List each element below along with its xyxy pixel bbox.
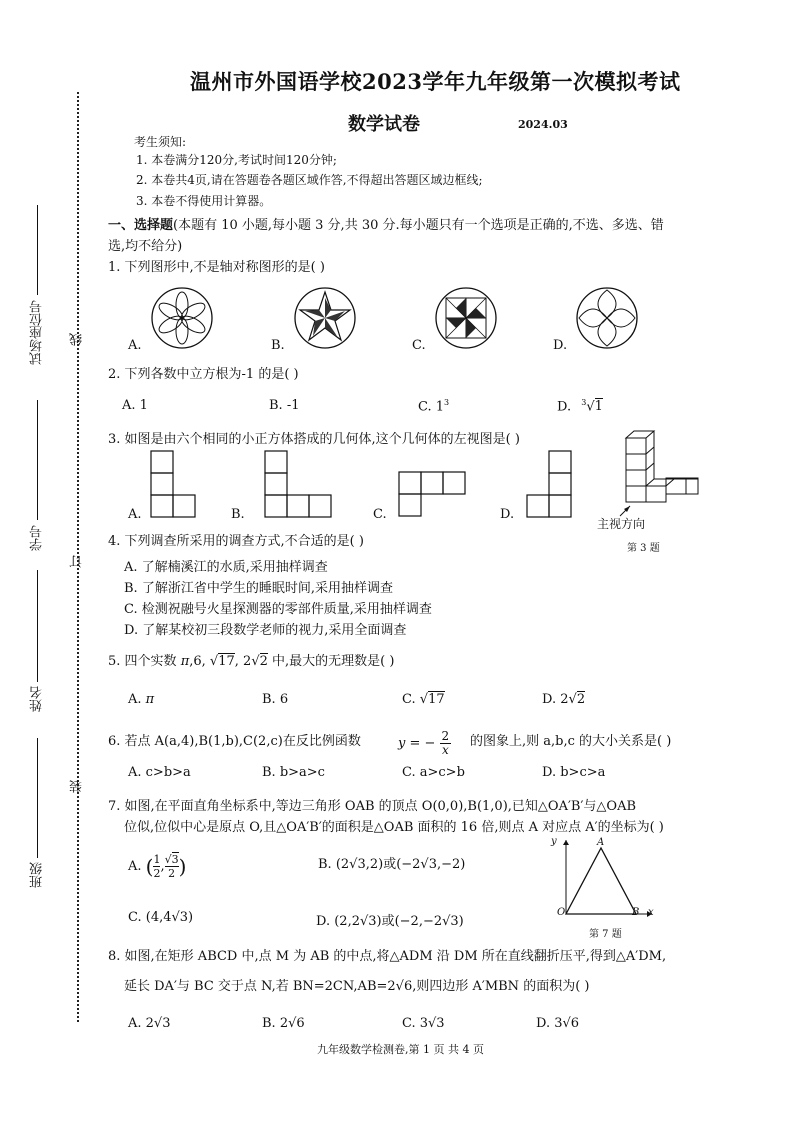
- binding-blank-name: [37, 570, 38, 682]
- q5-option-c: [402, 692, 445, 707]
- q7-line-2: 位似,位似中心是原点 O,且△OA′B′的面积是△OAB 面积的 16 倍,则点 A 对应点 A′的坐标为( ): [124, 820, 664, 835]
- q7-fig-y-label: y: [551, 836, 557, 847]
- q1-figure-d-petals: [575, 286, 639, 350]
- q2-option-d-radical: √: [586, 399, 595, 415]
- notice-item-3: 3. 本卷不得使用计算器。: [136, 194, 272, 208]
- q7-option-a: [128, 853, 186, 880]
- q5-option-c-label: C.: [402, 692, 416, 707]
- q6-function: [398, 730, 451, 757]
- section1-heading: 一、选择题: [108, 218, 174, 233]
- q7-fig-a-label: A: [597, 837, 605, 848]
- q2-option-d-index: 3: [581, 398, 587, 407]
- q2-stem: 2. 下列各数中立方根为-1 的是( ): [108, 367, 299, 382]
- binding-word-line: 线: [70, 333, 85, 346]
- q6-option-c: C. a>c>b: [402, 765, 465, 780]
- q3-view-direction: 主视方向: [597, 517, 646, 531]
- q7-option-b: B. (2√3,2)或(−2√3,−2): [318, 857, 466, 872]
- q1-option-a: A.: [128, 338, 142, 353]
- q5-option-d-radical: √: [568, 692, 577, 707]
- q3-figure-c: [398, 471, 468, 521]
- q7-fig-b-label: B: [632, 907, 640, 918]
- q6-stem-b: 的图象上,则 a,b,c 的大小关系是( ): [470, 734, 672, 749]
- q5-option-d-label: D.: [542, 692, 557, 707]
- q2-option-a: A. 1: [122, 398, 148, 413]
- binding-label-class: 班级: [30, 862, 45, 888]
- q6-numerator: 2: [441, 729, 450, 743]
- q6-stem-a: 6. 若点 A(a,4),B(1,b),C(2,c)在反比例函数: [108, 734, 361, 749]
- q5-pi: π: [180, 654, 190, 669]
- q5-sep: ,: [234, 654, 239, 669]
- q8-line-1: 8. 如图,在矩形 ABCD 中,点 M 为 AB 的中点,将△ADM 沿 DM 所在直线翻折压平,得到△A′DM,: [108, 949, 667, 964]
- q7-option-a-lparen: (: [145, 854, 154, 879]
- q4-option-d: D. 了解某校初三段数学老师的视力,采用全面调查: [124, 623, 407, 638]
- binding-blank-seat: [37, 205, 38, 295]
- q4-option-c: C. 检测祝融号火星探测器的零部件质量,采用抽样调查: [124, 602, 432, 617]
- q7-option-a-frac2: [165, 853, 179, 880]
- binding-label-student-no: 学号: [30, 525, 45, 551]
- q2-option-d-label: D.: [557, 399, 572, 415]
- q5-option-d-radicand: 2: [576, 692, 586, 707]
- q7-option-a-frac2-radicand: 3: [171, 853, 179, 866]
- q5-six: ,6,: [189, 654, 206, 669]
- q7-figure-caption: 第 7 题: [589, 929, 622, 940]
- q1-option-d: D.: [553, 338, 568, 353]
- q7-option-a-rparen: ): [178, 854, 187, 879]
- q2-option-d-radicand: 1: [594, 399, 603, 415]
- q5-option-a-label: A.: [128, 692, 142, 707]
- q1-figure-a-flower: [150, 286, 214, 350]
- notice-item-1: 1. 本卷满分120分,考试时间120分钟;: [136, 153, 337, 167]
- binding-label-name: 姓名: [30, 686, 45, 712]
- q6-option-d: D. b>c>a: [542, 765, 606, 780]
- section1-desc-cont: 选,均不给分): [108, 239, 183, 254]
- binding-word-staple: 订: [70, 555, 85, 568]
- q2-option-b: B. -1: [269, 398, 300, 413]
- q1-figure-b-star: [293, 286, 357, 350]
- q3-figure-d: [526, 450, 574, 522]
- q8-option-a: A. 2√3: [128, 1016, 171, 1031]
- q5-coef: 2: [243, 654, 252, 669]
- q7-option-d: D. (2,2√3)或(−2,−2√3): [316, 914, 464, 929]
- q7-figure: [556, 836, 656, 928]
- q5-radical-2: √: [251, 654, 260, 669]
- binding-blank-student-no: [37, 400, 38, 520]
- q3-stem: 3. 如图是由六个相同的小正方体搭成的几何体,这个几何体的左视图是( ): [108, 432, 520, 447]
- q6-option-b: B. b>a>c: [262, 765, 325, 780]
- q4-option-b: B. 了解浙江省中学生的睡眠时间,采用抽样调查: [124, 581, 393, 596]
- q1-option-b: B.: [271, 338, 285, 353]
- q3-option-d: D.: [500, 507, 515, 522]
- q6-denominator: x: [441, 743, 449, 757]
- q3-figure-b: [264, 450, 334, 522]
- q5-stem: [108, 650, 394, 669]
- q8-option-c: C. 3√3: [402, 1016, 445, 1031]
- q6-option-a: A. c>b>a: [128, 765, 191, 780]
- q5-option-a: [128, 692, 154, 707]
- q7-option-a-label: A.: [128, 859, 142, 874]
- q7-fig-o-label: O: [557, 907, 566, 918]
- q8-line-2: 延长 DA′与 BC 交于点 N,若 BN=2CN,AB=2√6,则四边形 A′MBN 的面积为( ): [124, 979, 590, 994]
- q2-option-d: [557, 398, 603, 414]
- q5-option-b: B. 6: [262, 692, 289, 707]
- q7-option-a-frac2-den: 2: [168, 867, 176, 880]
- q5-option-d: [542, 692, 585, 707]
- q2-option-c-base: C. 1: [418, 399, 445, 415]
- q4-option-a: A. 了解楠溪江的水质,采用抽样调查: [124, 560, 328, 575]
- q5-radical-17: √: [209, 654, 219, 669]
- exam-subtitle: 数学试卷: [348, 114, 420, 135]
- notice-item-2: 2. 本卷共4页,请在答题卷各题区域作答,不得超出答题区域边框线;: [136, 173, 483, 187]
- notice-heading: 考生须知:: [134, 135, 187, 149]
- q3-figure-caption: 第 3 题: [627, 543, 660, 554]
- section1-header: [108, 214, 664, 233]
- q5-stem-b: 中,最大的无理数是( ): [272, 654, 395, 669]
- q4-stem: 4. 下列调查所采用的调查方式,不合适的是( ): [108, 534, 364, 549]
- q6-fraction: [440, 730, 452, 757]
- q8-option-b: B. 2√6: [262, 1016, 305, 1031]
- binding-word-bind: 装: [70, 780, 85, 793]
- binding-blank-class: [37, 738, 38, 858]
- page-footer: 九年级数学检测卷,第 1 页 共 4 页: [317, 1043, 484, 1056]
- q1-option-c: C.: [412, 338, 426, 353]
- q5-radicand-17: 17: [218, 654, 235, 669]
- binding-label-seat: 试场座位号: [30, 300, 45, 365]
- exam-date: 2024.03: [518, 118, 568, 131]
- section1-desc: (本题有 10 小题,每小题 3 分,共 30 分.每小题只有一个选项是正确的,不选、多选、错: [173, 218, 664, 233]
- exam-title: 温州市外国语学校2023学年九年级第一次模拟考试: [190, 69, 681, 94]
- q3-option-b: B.: [231, 507, 245, 522]
- q2-option-c: [418, 398, 449, 414]
- q1-figure-c-pinwheel: [434, 286, 498, 350]
- q8-option-d: D. 3√6: [536, 1016, 580, 1031]
- q7-option-c: C. (4,4√3): [128, 910, 194, 925]
- q5-option-c-radical: √: [419, 692, 429, 707]
- q5-radicand-2: 2: [259, 654, 268, 669]
- q7-fig-x-label: x: [648, 907, 654, 918]
- q5-option-a-value: π: [145, 692, 155, 707]
- q5-stem-a: 5. 四个实数: [108, 654, 177, 669]
- q7-option-a-frac1-num: 1: [153, 853, 161, 866]
- q5-option-c-radicand: 17: [428, 692, 445, 707]
- q3-figure-solid: [616, 428, 706, 508]
- q1-stem: 1. 下列图形中,不是轴对称图形的是( ): [108, 260, 325, 275]
- q3-figure-a: [150, 450, 198, 522]
- q2-option-c-exp: 3: [444, 398, 450, 407]
- q6-func-y: y = −: [398, 736, 436, 751]
- q7-line-1: 7. 如图,在平面直角坐标系中,等边三角形 OAB 的顶点 O(0,0),B(1,0),已知△OA′B′与△OAB: [108, 799, 637, 814]
- q3-option-c: C.: [373, 507, 387, 522]
- q7-option-a-comma: ,: [160, 859, 165, 874]
- q3-option-a: A.: [128, 507, 142, 522]
- q7-option-a-frac1-den: 2: [153, 867, 161, 880]
- q7-option-a-frac2-num: √3: [164, 853, 179, 866]
- q5-option-d-coef: 2: [560, 692, 569, 707]
